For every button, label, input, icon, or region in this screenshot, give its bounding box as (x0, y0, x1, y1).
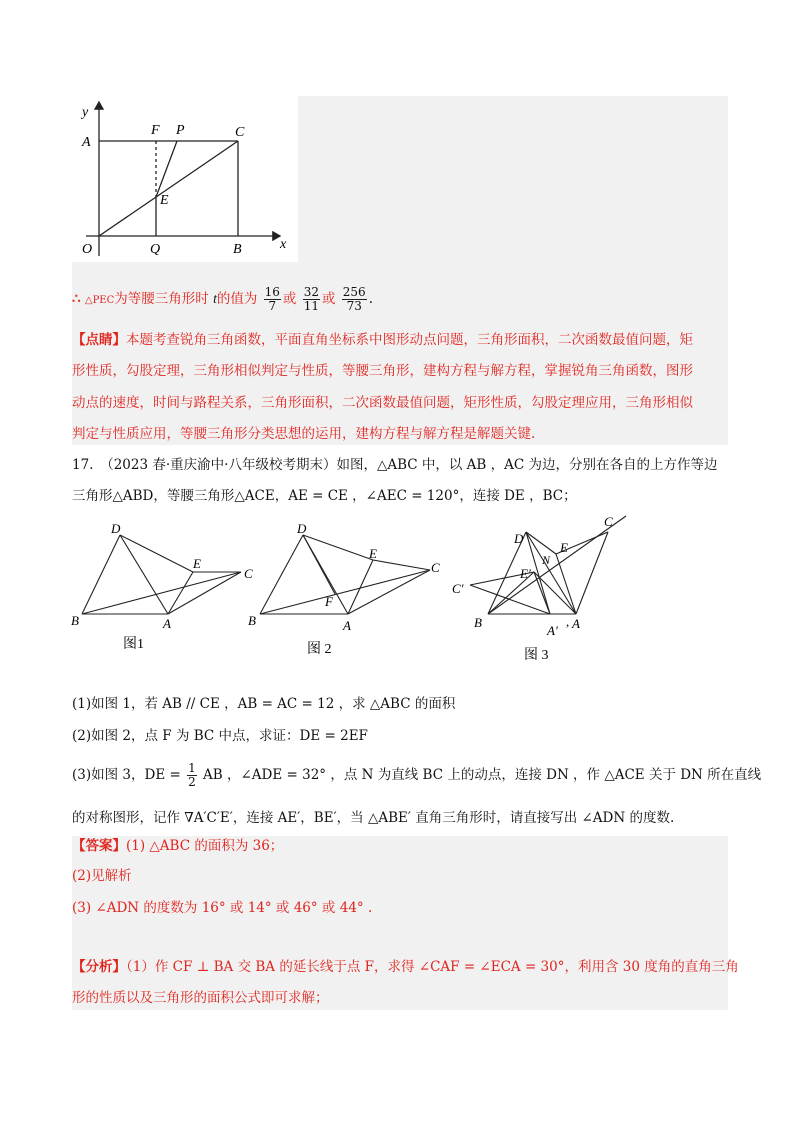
fig2-label-B: B (248, 613, 256, 628)
period: . (368, 291, 373, 307)
fig1-caption: 图1 (123, 637, 144, 652)
var-t: t (213, 291, 217, 306)
answer-line-2: (2)见解析 (72, 868, 132, 884)
fraction-16-7: $\frac{16}{7}$ (264, 285, 280, 313)
fig3-caption: 图 3 (524, 648, 549, 663)
segment-OC (99, 141, 238, 236)
segment-PE (156, 141, 177, 197)
fig2-label-F: F (325, 594, 333, 609)
label-C: C (235, 125, 245, 140)
shade-bottom (72, 836, 728, 1010)
triangle-pec: △PEC (84, 295, 115, 306)
problem17-line-2: 三角形△ABD，等腰三角形△ACE，AE = CE ，∠AEC = 120°，连接 DE ，BC； (72, 488, 577, 504)
conclusion-line (72, 284, 373, 316)
figure-3 (448, 510, 648, 670)
label-y: y (82, 105, 89, 120)
fig3-label-B: B (474, 615, 482, 630)
analysis-line-1 (72, 957, 739, 977)
comment-line-1 (72, 330, 693, 350)
label-E: E (160, 193, 169, 208)
fig1-label-A: A (163, 616, 171, 631)
figure-1 (65, 518, 265, 658)
fig3-label-comma: , (566, 614, 570, 629)
therefore-symbol: ∴ (72, 291, 81, 307)
fig2-label-D: D (297, 521, 307, 536)
label-P: P (176, 123, 185, 138)
label-A: A (82, 135, 91, 150)
fig3-label-N: N (542, 553, 551, 567)
conclusion-text2: 的值为 (216, 291, 258, 307)
problem17-line-1: 17. （2023 春·重庆渝中·八年级校考期末）如图，△ABC 中，以 AB ，AC 为边，分别在各自的上方作等边 (72, 457, 718, 473)
answer-tag: 【答案】 (72, 838, 126, 854)
label-Q: Q (150, 242, 161, 257)
fraction-256-73: $\frac{256}{73}$ (342, 285, 366, 313)
fig3-label-D: D (514, 531, 524, 546)
fig1-label-E: E (193, 556, 201, 571)
question-3-line-1 (72, 758, 761, 792)
fraction-32-11: $\frac{32}{11}$ (303, 285, 319, 313)
or-1: 或 (282, 291, 297, 307)
label-O: O (82, 242, 93, 257)
conclusion-text1: 为等腰三角形时 (114, 291, 209, 307)
question-3-part-a: (3)如图 3，DE = (72, 767, 181, 783)
question-3-line-2: 的对称图形，记作 ∇A′C′E′，连接 AE′，BE′，当 △ABE′ 直角三角形时，请直接写出 ∠ADN 的度数. (72, 810, 675, 826)
or-2: 或 (321, 291, 336, 307)
fig1-label-D: D (111, 521, 121, 536)
label-x: x (280, 237, 287, 252)
fraction-1-2: $\frac{1}{2}$ (188, 761, 196, 789)
fig3-label-E: E (560, 540, 568, 555)
fig2-label-A: A (343, 618, 351, 633)
fig1-label-B: B (71, 613, 79, 628)
answer-line-3: (3) ∠ADN 的度数为 16° 或 14° 或 46° 或 44° . (72, 900, 373, 916)
fig3-label-A: A (572, 616, 580, 631)
analysis-text-1: （1）作 CF ⊥ BA 交 BA 的延长线于点 F，求得 ∠CAF = ∠ECA = 30°，利用含 30 度角的直角三角 (126, 959, 739, 975)
label-B: B (233, 242, 242, 257)
fig3-label-A-prime: A′ (547, 623, 558, 638)
question-3-part-b: AB ，∠ADE = 32° ，点 N 为直线 BC 上的动点，连接 DN ，作 △ACE 关于 DN 所在直线 (203, 767, 762, 783)
comment-line-2: 形性质，勾股定理，三角形相似判定与性质，等腰三角形，建构方程与解方程，掌握锐角三角函数，图形 (72, 363, 693, 379)
comment-line-3: 动点的速度，时间与路程关系，三角形面积，二次函数最值问题，矩形性质，勾股定理应用，三角形相似 (72, 395, 693, 411)
analysis-tag: 【分析】 (72, 959, 126, 975)
comment-text-1: 本题考查锐角三角函数，平面直角坐标系中图形动点问题，三角形面积，二次函数最值问题，矩 (126, 332, 693, 348)
question-2: (2)如图 2，点 F 为 BC 中点，求证：DE = 2EF (72, 728, 368, 744)
fig3-label-E-prime: E′ (520, 566, 531, 581)
fig3-label-C-prime: C′ (452, 581, 464, 596)
fig2-label-C: C (431, 560, 440, 575)
label-F: F (151, 123, 160, 138)
figure-2 (243, 518, 453, 666)
comment-line-4: 判定与性质应用，等腰三角形分类思想的运用，建构方程与解方程是解题关键. (72, 426, 536, 442)
fig2-caption: 图 2 (307, 642, 332, 657)
fig3-label-C: C (604, 514, 613, 529)
analysis-line-2: 形的性质以及三角形的面积公式即可求解； (72, 990, 329, 1006)
answer-1: (1) △ABC 的面积为 36； (126, 838, 284, 854)
coordinate-graph (72, 96, 298, 262)
question-1: (1)如图 1，若 AB // CE ，AB = AC = 12 ，求 △ABC 的面积 (72, 696, 456, 712)
comment-tag: 【点睛】 (72, 332, 126, 348)
fig1-label-C: C (244, 566, 253, 581)
fig2-label-E: E (369, 546, 377, 561)
answer-line-1 (72, 836, 283, 856)
